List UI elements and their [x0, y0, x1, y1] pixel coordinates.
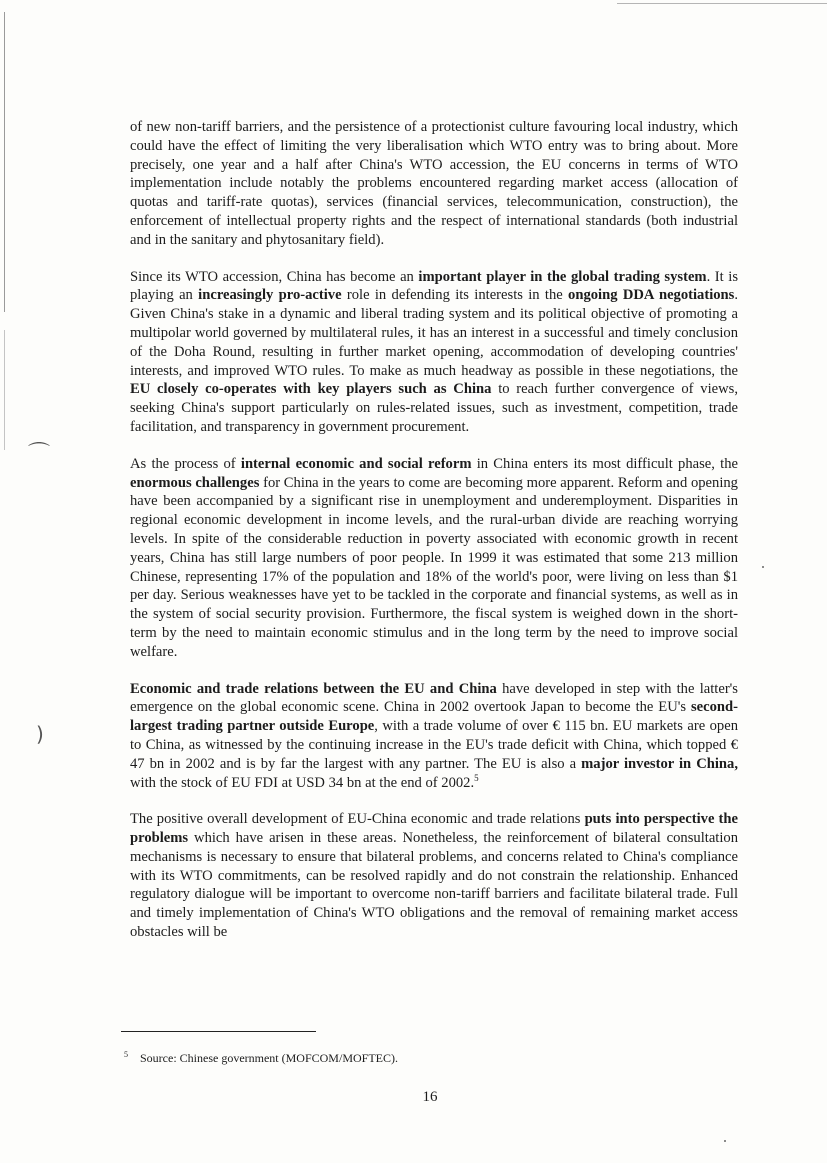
- text-run: Since its WTO accession, China has become an: [130, 268, 419, 285]
- page-edge-line: [4, 12, 5, 312]
- text-run: , with a trade volume of over € 115 bn. EU markets are open to China, as witnessed by the continuing increase in the EU's trade deficit with China, which topped € 47 bn in 2002 and is by far the largest with any partner. The EU is also a: [130, 718, 739, 772]
- bold-text: Economic and trade relations between the EU and China: [130, 680, 497, 697]
- body-text: [130, 118, 738, 960]
- punch-hole-mark: ⌒: [28, 442, 51, 467]
- punch-hole-mark: ): [36, 722, 44, 746]
- paragraph-4: [130, 680, 738, 793]
- bold-text: internal economic and social reform: [240, 455, 472, 472]
- paragraph-2: [130, 268, 738, 437]
- scan-speck: [762, 566, 764, 568]
- footnote: [124, 1048, 684, 1065]
- page-number: 16: [422, 1089, 438, 1105]
- bold-text: second-largest trading partner outside Europe: [130, 699, 738, 735]
- text-run: As the process of: [130, 455, 241, 472]
- text-run: . It is playing an: [130, 268, 738, 304]
- bold-text: important player in the global trading system: [418, 268, 707, 285]
- text-run: have developed in step with the latter's emergence on the global economic scene. China in 2002 overtook Japan to become the EU's: [130, 680, 738, 716]
- footnote-mark: 5: [124, 1050, 128, 1059]
- bold-text: enormous challenges: [130, 474, 260, 491]
- bold-text: puts into perspective the problems: [130, 811, 738, 847]
- text-run: with the stock of EU FDI at USD 34 bn at the end of 2002.: [130, 774, 475, 791]
- footnote-text: Source: Chinese government (MOFCOM/MOFTEC).: [140, 1051, 398, 1065]
- scan-speck: [724, 1140, 726, 1142]
- bold-text: ongoing DDA negotiations: [568, 287, 735, 304]
- text-run: . Given China's stake in a dynamic and liberal trading system and its political objective of promoting a multipolar world governed by multilateral rules, it has an interest in a successful and timely conclusion of the Doha Round, resulting in further market opening, accommodation of developing countries' interests, and improved WTO rules. To make as much headway as possible in these negotiations, the: [130, 287, 739, 379]
- paragraph-3: [130, 455, 738, 662]
- page-edge-line: [4, 330, 5, 450]
- text-run: role in defending its interests in the: [341, 287, 569, 304]
- text-run: for China in the years to come are becoming more apparent. Reform and opening have been accompanied by a significant rise in unemployment and underemployment. Disparities in regional economic development in income levels, and the rural-urban divide are reaching worrying levels. In spite of the considerable reduction in poverty associated with economic growth in recent years, China has still large numbers of poor people. In 1999 it was estimated that some 213 million Chinese, representing 17% of the population and 18% of the world's poor, were living on less than $1 per day. Serious weaknesses have yet to be tackled in the corporate and financial systems, as well as in the system of social security provision. Furthermore, the fiscal system is weighed down in the short-term by the need to maintain economic stimulus and in the long term by the need to improve social welfare.: [130, 474, 738, 660]
- paragraph-5: [130, 810, 738, 942]
- bold-text: increasingly pro-active: [198, 287, 342, 304]
- text-run: The positive overall development of EU-China economic and trade relations: [130, 811, 585, 828]
- text-run: to reach further convergence of views, seeking China's support particularly on rules-related issues, such as investment, competition, trade facilitation, and transparency in government procurement.: [130, 381, 738, 435]
- text-run: which have arisen in these areas. Nonetheless, the reinforcement of bilateral consultation mechanisms is necessary to ensure that bilateral problems, and concerns related to China's compliance with its WTO commitments, can be resolved rapidly and do not constrain the relationship. Enhanced regulatory dialogue will be important to overcome non-tariff barriers and facilitate bilateral trade. Full and timely implementation of China's WTO obligations and the removal of remaining market access obstacles will be: [130, 830, 738, 941]
- bold-text: major investor in China,: [581, 755, 738, 772]
- top-edge-line: [617, 3, 827, 4]
- footnote-separator: [121, 1031, 316, 1032]
- text-run: in China enters its most difficult phase, the: [471, 455, 738, 472]
- text-run: of new non-tariff barriers, and the persistence of a protectionist culture favouring local industry, which could have the effect of limiting the very liberalisation which WTO entry was to bring about. More precisely, one year and a half after China's WTO accession, the EU concerns in terms of WTO implementation include notably the problems encountered regarding market access (allocation of quotas and tariff-rate quotas), services (financial services, telecommunication, construction), the enforcement of intellectual property rights and the respect of international standards (both industrial and in the sanitary and phytosanitary field).: [130, 119, 738, 248]
- bold-text: EU closely co-operates with key players such as China: [130, 381, 492, 398]
- paragraph-1: [130, 118, 738, 250]
- footnote-reference: 5: [474, 772, 479, 783]
